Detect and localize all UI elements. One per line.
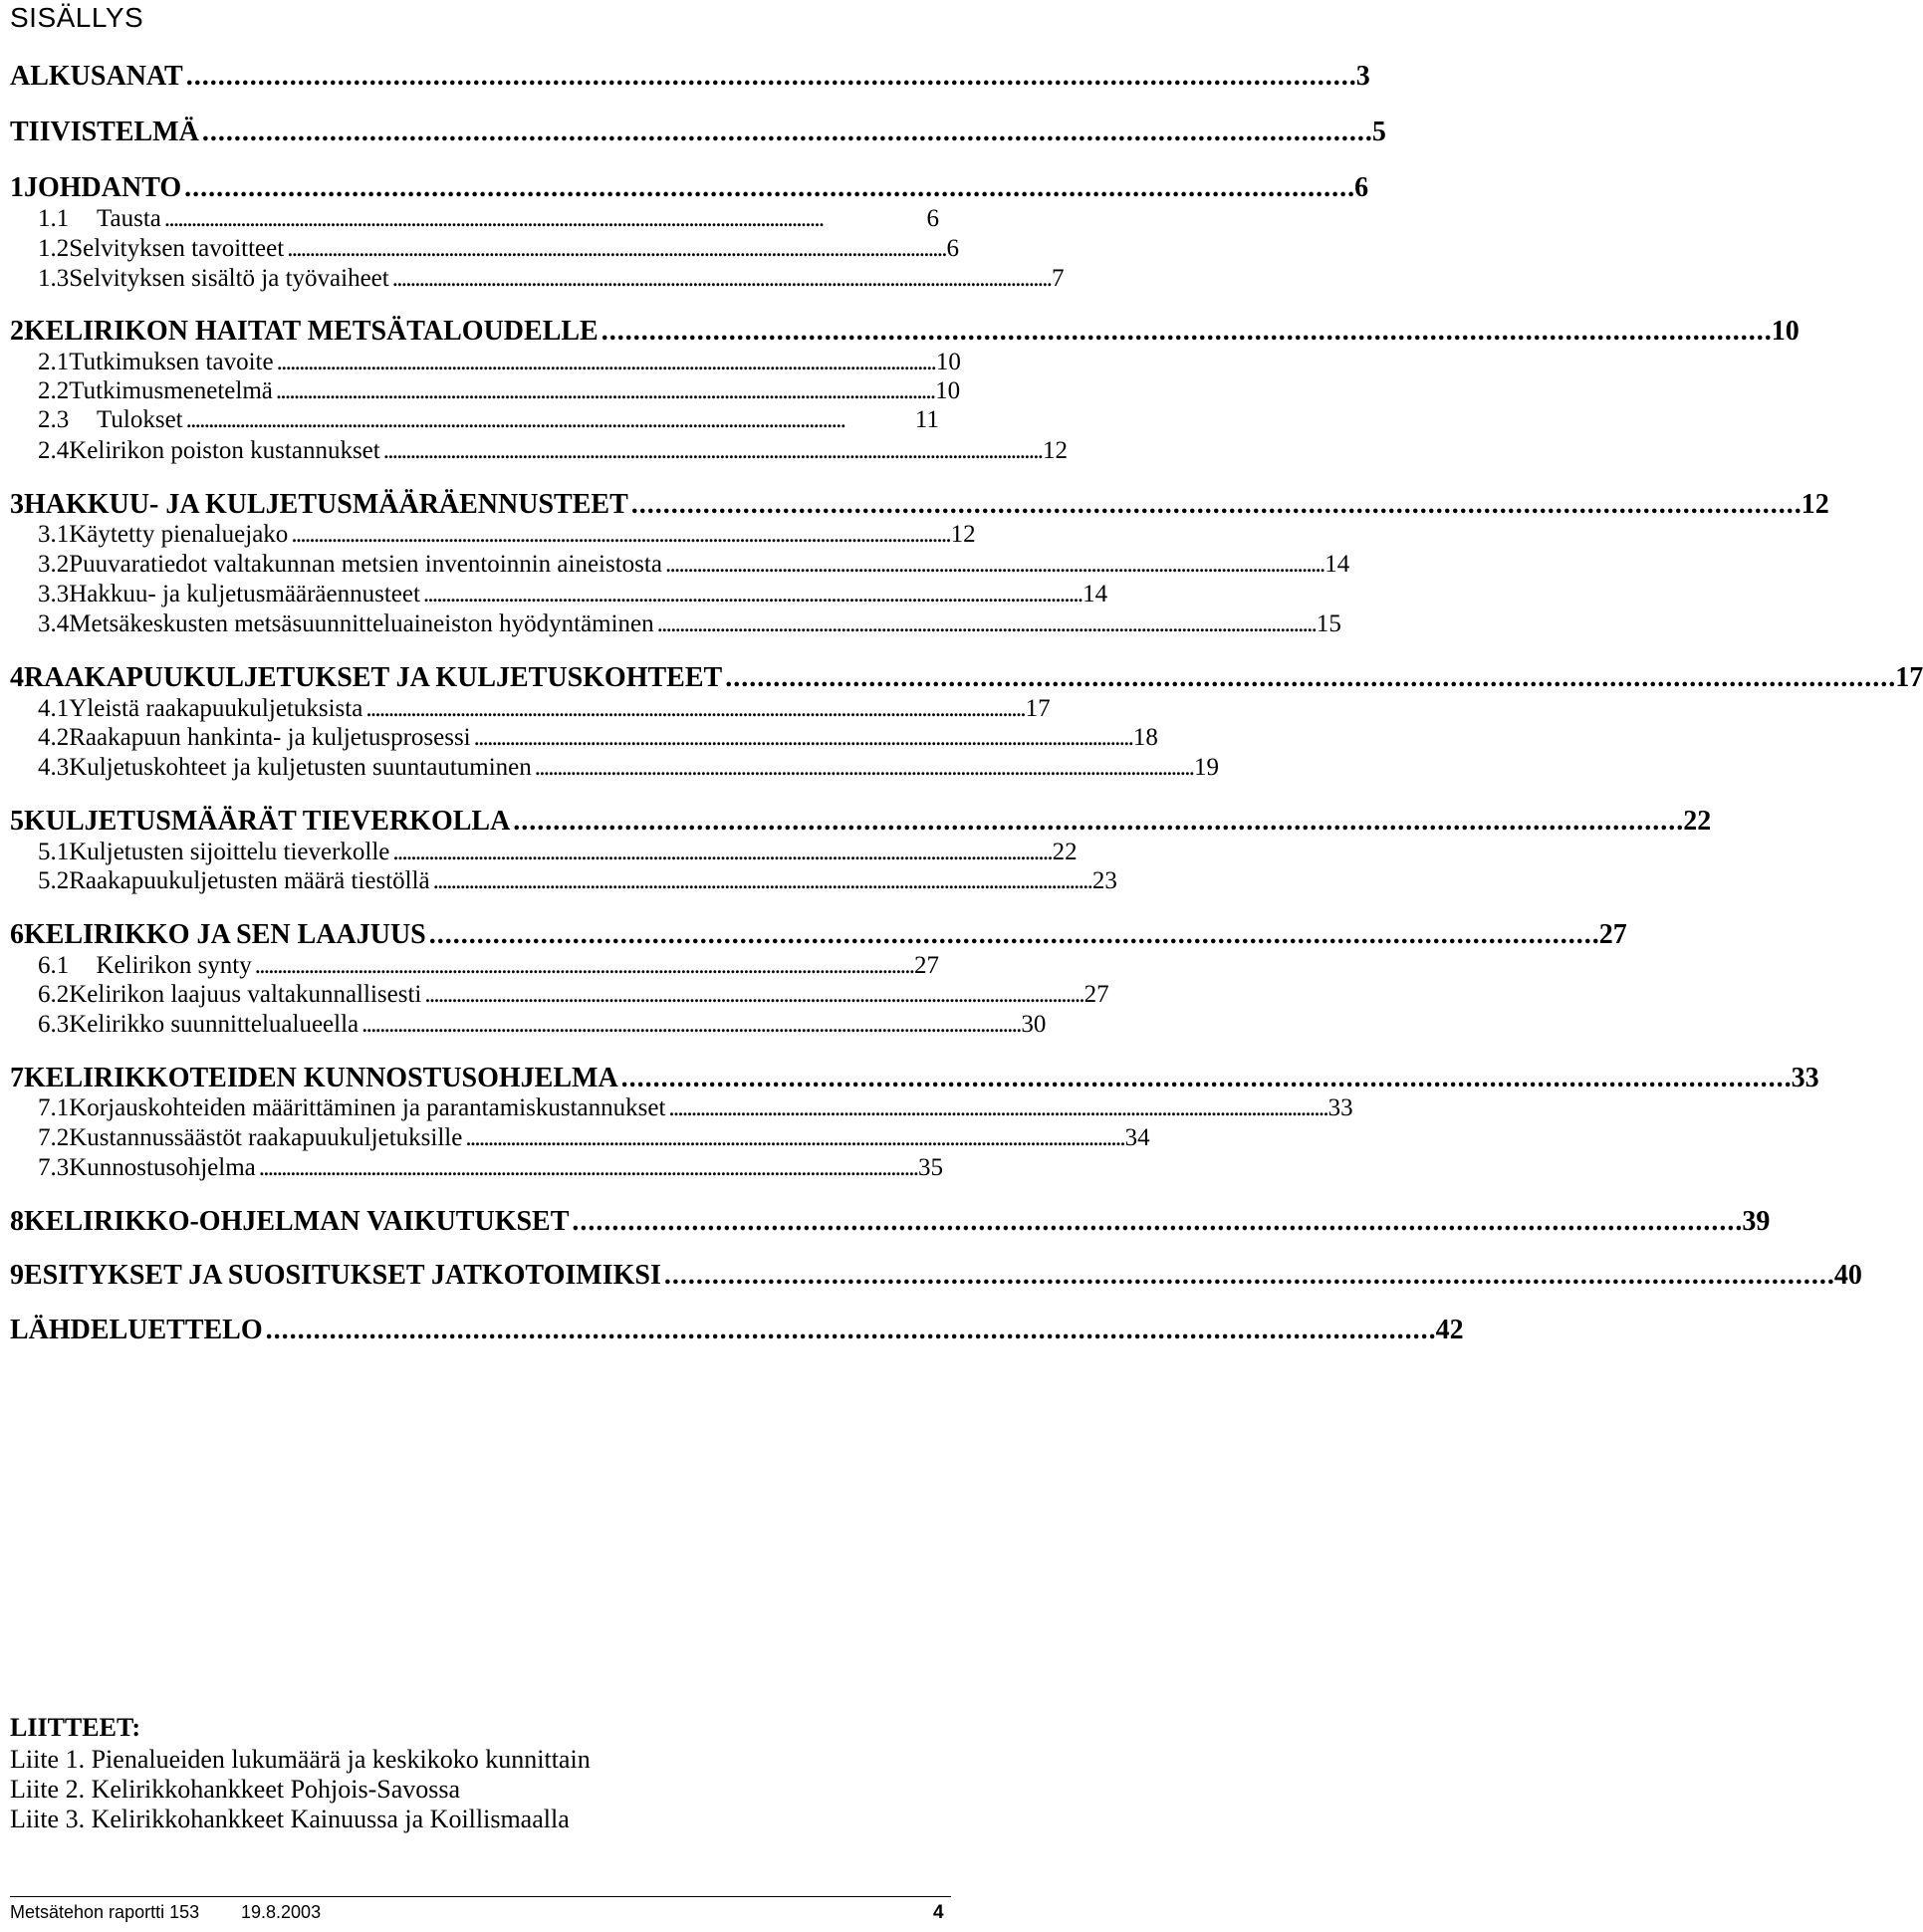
- appendix-item: Liite 1. Pienalueiden lukumäärä ja keskikoko kunnittain: [10, 1745, 591, 1774]
- toc-entry-page-number: 12: [1042, 437, 1068, 464]
- dot-leader: [572, 1205, 1739, 1239]
- toc-entry-page-number: 15: [1316, 610, 1341, 637]
- toc-entry-title: Tausta: [97, 205, 161, 232]
- toc-entry-page-number: 12: [1801, 489, 1829, 520]
- toc-entry-title: Raakapuukuljetusten määrä tiestöllä: [69, 867, 430, 894]
- toc-entry-page-number: 33: [1791, 1063, 1819, 1093]
- page-title: SISÄLLYS: [10, 2, 144, 33]
- toc-entry-page-number: 10: [935, 349, 961, 375]
- toc-chapter-entry[interactable]: [10, 116, 1386, 149]
- dot-leader: [725, 661, 1892, 695]
- footer-divider: [10, 1896, 951, 1897]
- toc-entry-title: Hakkuu- ja kuljetusmääräennusteet: [69, 581, 420, 607]
- toc-section-entry[interactable]: [38, 1091, 1353, 1125]
- toc-entry-number: 2.3: [38, 406, 70, 433]
- toc-entry-page-number: 19: [1194, 754, 1220, 781]
- toc-entry-page-number: 17: [1025, 695, 1051, 722]
- dot-leader: [361, 1008, 1018, 1042]
- toc-section-entry[interactable]: [38, 262, 1065, 296]
- toc-entry-number: 8: [10, 1206, 24, 1237]
- toc-entry-title: KULJETUSMÄÄRÄT TIEVERKOLLA: [24, 806, 511, 837]
- toc-entry-title: TIIVISTELMÄ: [10, 117, 199, 147]
- toc-entry-page-number: 6: [1354, 172, 1369, 203]
- toc-entry-number: 2.1: [38, 349, 70, 375]
- footer-page-number: 4: [933, 1902, 944, 1923]
- toc-chapter-entry[interactable]: [10, 171, 1369, 205]
- toc-entry-title: KELIRIKKO JA SEN LAAJUUS: [24, 919, 426, 950]
- toc-entry-page-number: 40: [1833, 1260, 1862, 1291]
- toc-entry-number: 5.1: [38, 839, 70, 865]
- toc-chapter-entry[interactable]: [10, 1314, 1464, 1347]
- toc-entry-page-number: 27: [1598, 919, 1627, 950]
- dot-leader: [184, 171, 1351, 205]
- toc-section-entry[interactable]: [38, 434, 1068, 468]
- toc-entry-number: 9: [10, 1260, 24, 1291]
- dot-leader: [513, 805, 1680, 839]
- toc-entry-page-number: 11: [914, 406, 939, 433]
- footer-report-name: Metsätehon raportti 153: [10, 1902, 200, 1922]
- toc-entry-title: Selvityksen sisältö ja työvaiheet: [69, 265, 389, 292]
- toc-entry-title: Metsäkeskusten metsäsuunnitteluaineiston hyödyntäminen: [69, 610, 654, 637]
- dot-leader: [186, 403, 912, 437]
- toc-entry-title: Kelirikko suunnittelualueella: [69, 1011, 360, 1038]
- dot-leader: [291, 518, 947, 552]
- toc-entry-title: KELIRIKKO-OHJELMAN VAIKUTUKSET: [24, 1206, 570, 1237]
- dot-leader: [164, 202, 924, 236]
- toc-section-entry[interactable]: [38, 1121, 1150, 1155]
- toc-entry-title: JOHDANTO: [24, 172, 182, 203]
- dot-leader: [424, 978, 1081, 1012]
- dot-leader: [465, 1121, 1121, 1155]
- toc-entry-number: 1.2: [38, 235, 70, 262]
- toc-section-entry[interactable]: [38, 232, 959, 266]
- dot-leader: [202, 116, 1369, 149]
- toc-entry-title: HAKKUU- JA KULJETUSMÄÄRÄENNUSTEET: [24, 489, 628, 520]
- toc-entry-number: 4.1: [38, 695, 70, 722]
- dot-leader: [186, 60, 1353, 94]
- toc-entry-number: 7.3: [38, 1154, 70, 1181]
- dot-leader: [433, 864, 1089, 898]
- toc-entry-page-number: 22: [1052, 839, 1078, 865]
- toc-entry-page-number: 10: [1771, 316, 1800, 347]
- toc-entry-title: Kelirikon laajuus valtakunnallisesti: [69, 981, 422, 1008]
- toc-entry-page-number: 6: [946, 235, 959, 262]
- toc-entry-title: Kelirikon synty: [96, 952, 252, 979]
- toc-entry-number: 1.3: [38, 265, 70, 292]
- appendix-item: Liite 2. Kelirikkohankkeet Pohjois-Savossa: [10, 1775, 461, 1804]
- dot-leader: [383, 434, 1040, 468]
- toc-section-entry[interactable]: [38, 548, 1350, 582]
- toc-entry-title: Tulokset: [97, 406, 183, 433]
- toc-entry-page-number: 18: [1132, 724, 1158, 751]
- dot-leader: [474, 721, 1130, 755]
- dot-leader: [429, 918, 1596, 952]
- toc-entry-page-number: 17: [1895, 662, 1923, 693]
- dot-leader: [631, 488, 1799, 522]
- toc-entry-title: Raakapuun hankinta- ja kuljetusprosessi: [69, 724, 471, 751]
- toc-entry-number: 2.4: [38, 437, 70, 464]
- toc-entry-page-number: 35: [918, 1154, 943, 1181]
- toc-entry-page-number: 5: [1371, 117, 1386, 147]
- toc-entry-title: Puuvaratiedot valtakunnan metsien inventoinnin aineistosta: [69, 551, 662, 578]
- dot-leader: [621, 1062, 1789, 1095]
- toc-entry-page-number: 34: [1124, 1124, 1150, 1151]
- toc-entry-page-number: 7: [1051, 265, 1065, 292]
- appendices-heading: LIITTEET:: [10, 1713, 141, 1742]
- toc-entry-page-number: 10: [935, 377, 961, 404]
- toc-entry-page-number: 42: [1435, 1315, 1464, 1345]
- dot-leader: [601, 315, 1769, 349]
- toc-entry-page-number: 39: [1742, 1206, 1771, 1237]
- toc-entry-page-number: 22: [1683, 806, 1712, 837]
- toc-section-entry[interactable]: [38, 578, 1108, 611]
- toc-entry-page-number: 14: [1324, 551, 1350, 578]
- toc-chapter-entry[interactable]: [10, 1205, 1771, 1239]
- dot-leader: [664, 1259, 1831, 1293]
- toc-entry-number: 3.2: [38, 551, 70, 578]
- toc-entry-title: KELIRIKON HAITAT METSÄTALOUDELLE: [24, 316, 599, 347]
- appendix-item: Liite 3. Kelirikkohankkeet Kainuussa ja Koillismaalla: [10, 1805, 570, 1833]
- dot-leader: [665, 548, 1322, 582]
- toc-entry-title: Korjauskohteiden määrittäminen ja parantamiskustannukset: [69, 1094, 666, 1121]
- toc-entry-title: Kelirikon poiston kustannukset: [69, 437, 380, 464]
- toc-entry-title: Käytetty pienaluejako: [69, 521, 289, 548]
- toc-entry-page-number: 3: [1355, 61, 1370, 92]
- toc-entry-number: 3: [10, 489, 24, 520]
- toc-chapter-entry[interactable]: [10, 488, 1829, 522]
- toc-chapter-entry[interactable]: [10, 661, 1923, 695]
- toc-entry-title: Kunnostusohjelma: [69, 1154, 256, 1181]
- toc-entry-number: 6: [10, 919, 24, 950]
- toc-section-entry[interactable]: [38, 1151, 943, 1185]
- toc-chapter-entry[interactable]: [10, 918, 1627, 952]
- toc-entry-title: Tutkimuksen tavoite: [69, 349, 274, 375]
- toc-entry-title: Tutkimusmenetelmä: [69, 377, 273, 404]
- dot-leader: [657, 607, 1314, 641]
- toc-entry-title: ALKUSANAT: [10, 61, 183, 92]
- toc-entry-page-number: 12: [950, 521, 976, 548]
- toc-chapter-entry[interactable]: [10, 1259, 1862, 1293]
- toc-entry-number: 6.3: [38, 1011, 70, 1038]
- footer-date: 19.8.2003: [241, 1902, 322, 1922]
- toc-entry-number: 2: [10, 316, 24, 347]
- dot-leader: [392, 262, 1049, 296]
- toc-section-entry[interactable]: [38, 607, 1341, 641]
- toc-entry-number: 4.2: [38, 724, 70, 751]
- toc-entry-number: 5: [10, 806, 24, 837]
- toc-entry-number: 6.2: [38, 981, 70, 1008]
- toc-chapter-entry[interactable]: [10, 1062, 1819, 1095]
- toc-section-entry[interactable]: [38, 1008, 1047, 1042]
- dot-leader: [266, 1314, 1433, 1347]
- toc-entry-title: RAAKAPUUKULJETUKSET JA KULJETUSKOHTEET: [24, 662, 723, 693]
- toc-section-entry[interactable]: [38, 403, 939, 437]
- toc-entry-number: 3.3: [38, 581, 70, 607]
- toc-entry-number: 1.1: [38, 205, 70, 232]
- toc-entry-number: 4: [10, 662, 24, 693]
- toc-entry-number: 7: [10, 1063, 24, 1093]
- toc-entry-page-number: 30: [1021, 1011, 1047, 1038]
- toc-entry-number: 5.2: [38, 867, 70, 894]
- toc-chapter-entry[interactable]: [10, 805, 1712, 839]
- toc-entry-page-number: 14: [1082, 581, 1108, 607]
- toc-entry-number: 2.2: [38, 377, 70, 404]
- toc-entry-title: Kuljetuskohteet ja kuljetusten suuntautuminen: [69, 754, 532, 781]
- toc-entry-page-number: 33: [1327, 1094, 1353, 1121]
- toc-entry-title: KELIRIKKOTEIDEN KUNNOSTUSOHJELMA: [24, 1063, 618, 1093]
- dot-leader: [535, 751, 1191, 785]
- toc-entry-page-number: 23: [1091, 867, 1117, 894]
- toc-entry-number: 6.1: [38, 952, 70, 979]
- dot-leader: [423, 578, 1080, 611]
- toc-entry-number: 7.1: [38, 1094, 70, 1121]
- toc-entry-number: 3.1: [38, 521, 70, 548]
- dot-leader: [259, 1151, 915, 1185]
- toc-entry-title: Kuljetusten sijoittelu tieverkolle: [69, 839, 390, 865]
- toc-section-entry[interactable]: [38, 202, 939, 236]
- toc-entry-page-number: 27: [914, 952, 939, 979]
- toc-section-entry[interactable]: [38, 751, 1220, 785]
- toc-chapter-entry[interactable]: [10, 315, 1800, 349]
- toc-entry-title: LÄHDELUETTELO: [10, 1315, 263, 1345]
- toc-section-entry[interactable]: [38, 518, 976, 552]
- toc-entry-page-number: 6: [926, 205, 939, 232]
- toc-entry-number: 3.4: [38, 610, 70, 637]
- toc-section-entry[interactable]: [38, 721, 1158, 755]
- toc-entry-title: Yleistä raakapuukuljetuksista: [69, 695, 363, 722]
- toc-entry-title: ESITYKSET JA SUOSITUKSET JATKOTOIMIKSI: [24, 1260, 661, 1291]
- toc-section-entry[interactable]: [38, 978, 1109, 1012]
- toc-section-entry[interactable]: [38, 864, 1117, 898]
- toc-entry-title: Kustannussäästöt raakapuukuljetuksille: [69, 1124, 463, 1151]
- toc-entry-number: 1: [10, 172, 24, 203]
- dot-leader: [668, 1091, 1324, 1125]
- toc-chapter-entry[interactable]: [10, 60, 1370, 94]
- toc-entry-page-number: 27: [1083, 981, 1109, 1008]
- dot-leader: [287, 232, 943, 266]
- toc-entry-number: 7.2: [38, 1124, 70, 1151]
- toc-entry-number: 4.3: [38, 754, 70, 781]
- toc-entry-title: Selvityksen tavoitteet: [69, 235, 285, 262]
